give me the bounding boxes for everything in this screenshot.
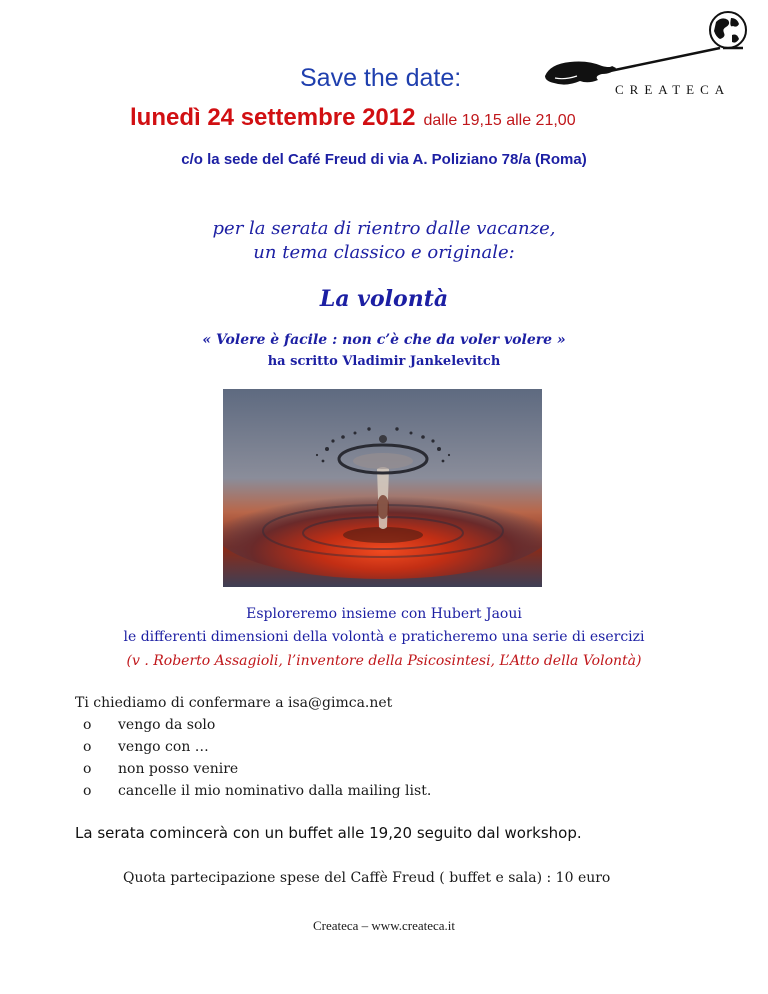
- water-drop-photo: [223, 389, 542, 587]
- quote: « Volere è facile : non c’è che da voler volere »: [202, 332, 566, 348]
- bullet-icon: o: [83, 761, 92, 777]
- event-time: dalle 19,15 alle 21,00: [423, 112, 576, 129]
- venue-line: c/o la sede del Café Freud di via A. Poliziano 78/a (Roma): [181, 151, 587, 168]
- buffet-note: La serata comincerà con un buffet alle 19,20 seguito dal workshop.: [75, 824, 582, 842]
- bullet-icon: o: [83, 717, 92, 733]
- explore-line-1: Esploreremo insieme con Hubert Jaoui: [246, 606, 522, 622]
- bullet-icon: o: [83, 739, 92, 755]
- rsvp-options-list: [83, 714, 431, 802]
- createca-logo: [535, 8, 755, 108]
- rsvp-prompt: Ti chiediamo di confermare a isa@gimca.net: [75, 695, 393, 711]
- explore-line-3: (v . Roberto Assagioli, l’inventore della Psicosintesi, L’Atto della Volontà): [126, 653, 642, 669]
- theme-title: La volontà: [319, 286, 449, 312]
- rsvp-option: o vengo con …: [83, 736, 431, 758]
- rsvp-option: o cancelle il mio nominativo dalla mailing list.: [83, 780, 431, 802]
- event-date: lunedì 24 settembre 2012: [130, 104, 416, 131]
- footer: Createca – www.createca.it: [312, 918, 456, 933]
- fee-note: Quota partecipazione spese del Caffè Freud ( buffet e sala) : 10 euro: [123, 870, 611, 886]
- rsvp-option: o vengo da solo: [83, 714, 431, 736]
- intro-line-1: per la serata di rientro dalle vacanze,: [212, 218, 556, 239]
- bullet-icon: o: [83, 783, 92, 799]
- save-the-date-title: Save the date:: [300, 64, 462, 92]
- quote-author: ha scritto Vladimir Jankelevitch: [267, 354, 501, 369]
- intro-line-2: un tema classico e originale:: [253, 242, 515, 263]
- date-line: [130, 104, 576, 132]
- rsvp-option: o non posso venire: [83, 758, 431, 780]
- logo-text: CREATECA: [615, 82, 731, 97]
- explore-line-2: le differenti dimensioni della volontà e praticheremo una serie di esercizi: [123, 629, 645, 645]
